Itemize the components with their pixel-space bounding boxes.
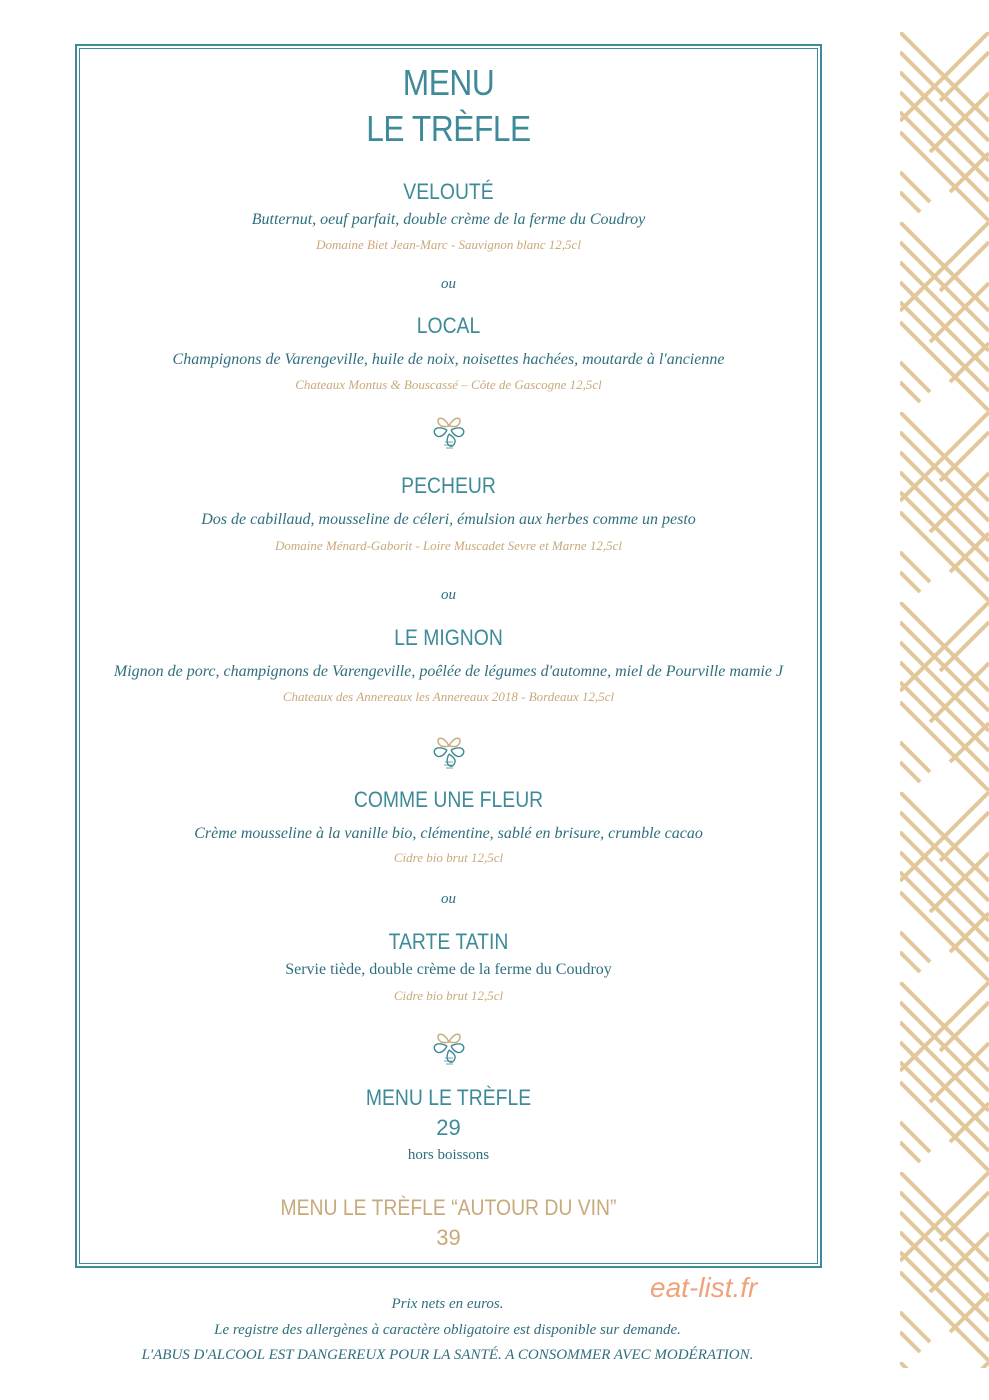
footer-line: L'ABUS D'ALCOOL EST DANGEREUX POUR LA SANTÉ. A CONSOMMER AVEC MODÉRATION. xyxy=(141,1347,754,1363)
watermark: eat-list.fr xyxy=(650,1272,758,1303)
section-description: Mignon de porc, champignons de Varengeville, poêlée de légumes d'automne, miel de Pourville mamie J xyxy=(113,663,784,680)
wine-menu-price-label: MENU LE TRÈFLE “AUTOUR DU VIN” xyxy=(280,1195,617,1220)
section-description: Dos de cabillaud, mousseline de céleri, émulsion aux herbes comme un pesto xyxy=(201,511,696,528)
footer-line: Prix nets en euros. xyxy=(391,1296,504,1312)
section-heading: COMME UNE FLEUR xyxy=(353,787,544,812)
separator-ou: ou xyxy=(441,891,456,907)
section-description: Champignons de Varengeville, huile de noix, noisettes hachées, moutarde à l'ancienne xyxy=(172,351,725,368)
clover-icon xyxy=(425,726,473,774)
section-heading: PECHEUR xyxy=(401,473,496,498)
wine-pairing: Domaine Ménard-Gaborit - Loire Muscadet Sevre et Marne 12,5cl xyxy=(275,538,622,553)
section-heading: TARTE TATIN xyxy=(388,929,509,954)
clover-icon xyxy=(425,1022,473,1070)
menu-content xyxy=(79,48,818,1264)
menu-title-line2: LE TRÈFLE xyxy=(366,108,531,149)
wine-pairing: Cidre bio brut 12,5cl xyxy=(393,988,504,1003)
menu-price-note: hors boissons xyxy=(407,1147,490,1163)
separator-ou: ou xyxy=(441,587,456,603)
separator-ou: ou xyxy=(441,276,456,292)
section-heading: LE MIGNON xyxy=(394,625,503,650)
section-description: Servie tiède, double crème de la ferme du Coudroy xyxy=(285,961,612,978)
section-description: Crème mousseline à la vanille bio, clémentine, sablé en brisure, crumble cacao xyxy=(194,825,703,842)
clover-icon xyxy=(425,406,473,454)
wine-pairing: Cidre bio brut 12,5cl xyxy=(393,850,504,865)
wine-menu-price-value: 39 xyxy=(436,1225,461,1250)
menu-price-value: 29 xyxy=(436,1115,461,1140)
section-heading: LOCAL xyxy=(416,313,481,338)
menu-price-label: MENU LE TRÈFLE xyxy=(365,1085,532,1110)
wine-pairing: Chateaux des Annereaux les Annereaux 2018 - Bordeaux 12,5cl xyxy=(282,689,615,704)
wine-pairing: Chateaux Montus & Bouscassé – Côte de Gascogne 12,5cl xyxy=(295,377,602,392)
wine-pairing: Domaine Biet Jean-Marc - Sauvignon blanc 12,5cl xyxy=(316,237,581,252)
section-description: Butternut, oeuf parfait, double crème de la ferme du Coudroy xyxy=(251,211,646,228)
section-heading: VELOUTÉ xyxy=(403,179,494,204)
menu-title-line1: MENU xyxy=(402,62,495,103)
footer-line: Le registre des allergènes à caractère obligatoire est disponible sur demande. xyxy=(214,1322,681,1338)
decorative-pattern xyxy=(900,32,989,1368)
